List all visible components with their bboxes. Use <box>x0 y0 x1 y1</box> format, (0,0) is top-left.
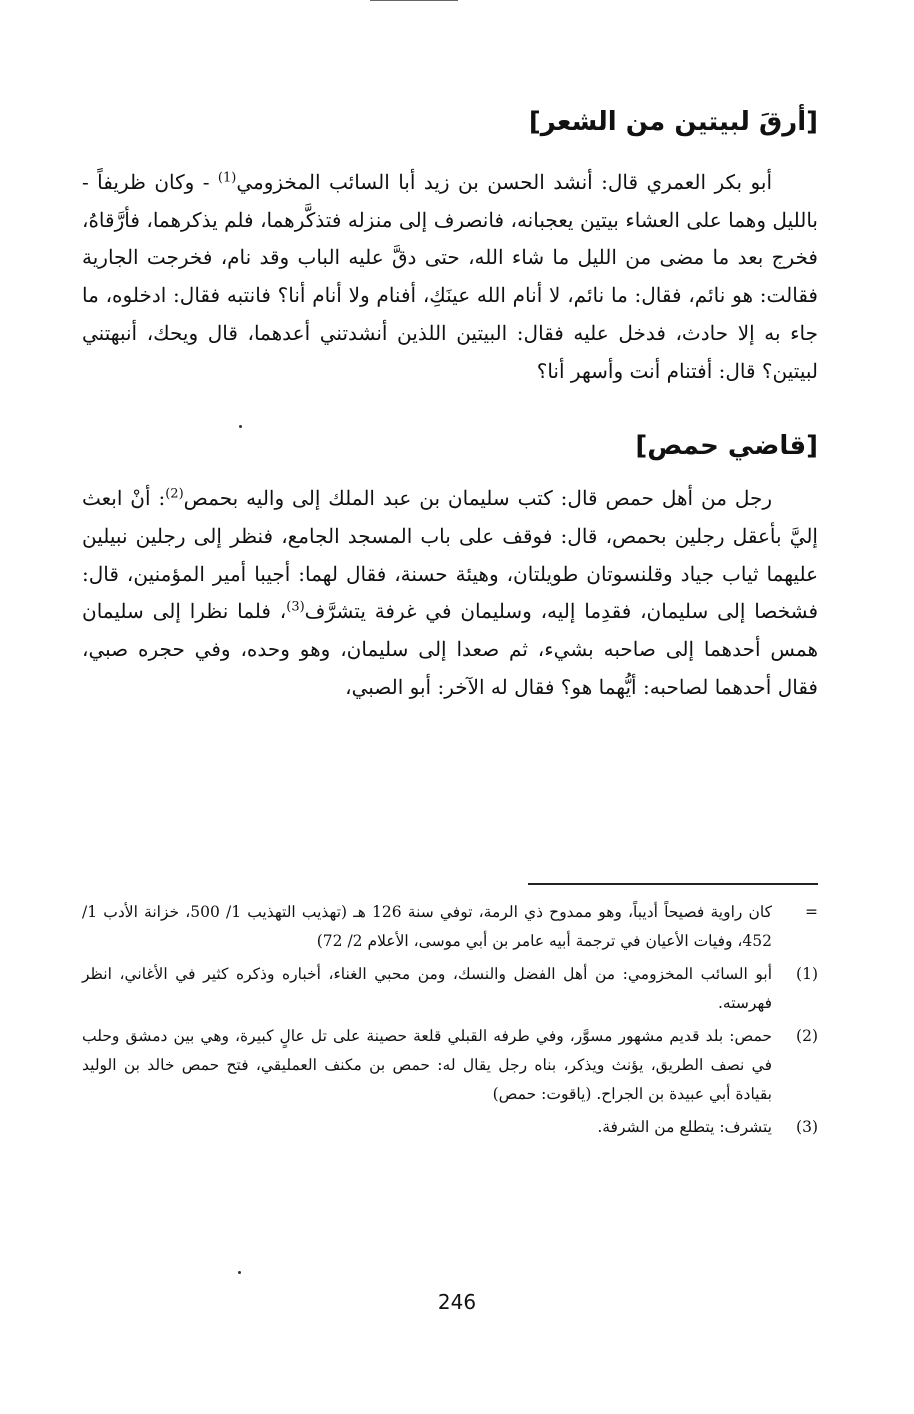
section-1-text-b: - وكان ظريفاً - بالليل وهما على العشاء بيتين يعجبانه، فانصرف إلى منزله فتذكَّرهما، فلم يذكرهما، فأرَّقاهُ، فخرج بعد ما مضى من الليل ما شاء الله، حتى دقَّ عليه الباب وقد نام، فخرجت الجارية فقالت: هو نائم، فقال: ما نائم، لا أنام الله عينَكِ، أفنام ولا أنام أنا؟ فانتبه فقال: ادخلوه، ما جاء به إلا حادث، فدخل عليه فقال: البيتين اللذين أنشدتني أعدهما، قال ويحك، أنبهتني لبيتين؟ قال: أفتنام أنت وأسهر أنا؟ <box>82 170 818 383</box>
footnote-text: حمص: بلد قديم مشهور مسوَّر، وفي طرفه القبلي قلعة حصينة على تل عالٍ كبيرة، وهي بين دمشق وحلب في نصف الطريق، يؤنث ويذكر، بناه رجل يقال له: حمص بن مكنف العمليقي، فتح حمص خالد بن الوليد بقيادة أبي عبيدة بن الجراح. (ياقوت: حمص) <box>82 1027 772 1103</box>
footnote-text: أبو السائب المخزومي: من أهل الفضل والنسك، ومن محبي الغناء، أخباره وذكره كثير في الأغاني، انظر فهرسته. <box>82 965 772 1012</box>
footnote-continued <box>82 898 818 956</box>
footnote-text: كان راوية فصيحاً أديباً، وهو ممدوح ذي الرمة، توفي سنة 126 هـ (تهذيب التهذيب 1/ 500، خزانة الأدب 1/ 452، وفيات الأعيان في ترجمة أبيه عامر بن أبي موسى، الأعلام 2/ 72) <box>82 903 772 950</box>
footnote-mark: (3) <box>796 1118 818 1136</box>
footnote-mark: = <box>805 903 818 921</box>
footnote-mark: (2) <box>796 1027 818 1045</box>
section-2-text-b: : أنْ ابعث إليَّ بأعقل رجلين بحمص، قال: فوقف على باب المسجد الجامع، فنظر إلى رجلين نبيلين عليهما ثياب جياد وقلنسوتان طويلتان، وهيئة حسنة، فقال لهما: أجيبا أمير المؤمنين، قال: فشخصا إلى سليمان، فقدِما إليه، وسليمان في غرفة يتشرَّف <box>82 486 819 624</box>
section-2-text-a: رجل من أهل حمص قال: كتب سليمان بن عبد الملك إلى واليه بحمص <box>183 486 773 511</box>
footnote-ref-1: (1) <box>217 170 237 186</box>
section-1-text-a: أبو بكر العمري قال: أنشد الحسن بن زيد أبا السائب المخزومي <box>236 170 773 194</box>
scan-speck <box>238 1271 241 1274</box>
footnote-2 <box>82 1022 818 1109</box>
header-rule <box>370 0 458 1</box>
section-title-2: [قاضي حمص] <box>635 431 818 462</box>
footnote-3 <box>82 1113 818 1142</box>
footnote-separator <box>528 883 818 885</box>
section-2-text-c: ، فلما نظرا إلى سليمان همس أحدهما إلى صاحبه بشيء، ثم صعدا إلى سليمان، وهو وحده، وفي حجره صبي، فقال أحدهما لصاحبه: أيُّهما هو؟ فقال له الآخر: أبو الصبي، <box>82 599 819 699</box>
section-title-1: [أرقَ لبيتين من الشعر] <box>528 107 818 137</box>
footnote-mark: (1) <box>796 965 818 983</box>
section-1-paragraph <box>82 164 818 390</box>
scan-speck <box>239 425 242 428</box>
page-number: 246 <box>437 1290 477 1314</box>
footnote-ref-3: (3) <box>286 599 305 615</box>
footnotes <box>82 898 818 1146</box>
footnote-1 <box>82 960 818 1018</box>
footnote-text: يتشرف: يتطلع من الشرفة. <box>597 1118 772 1136</box>
page-body <box>82 100 818 706</box>
footnote-ref-2: (2) <box>165 486 184 502</box>
section-2-paragraph <box>82 480 818 706</box>
